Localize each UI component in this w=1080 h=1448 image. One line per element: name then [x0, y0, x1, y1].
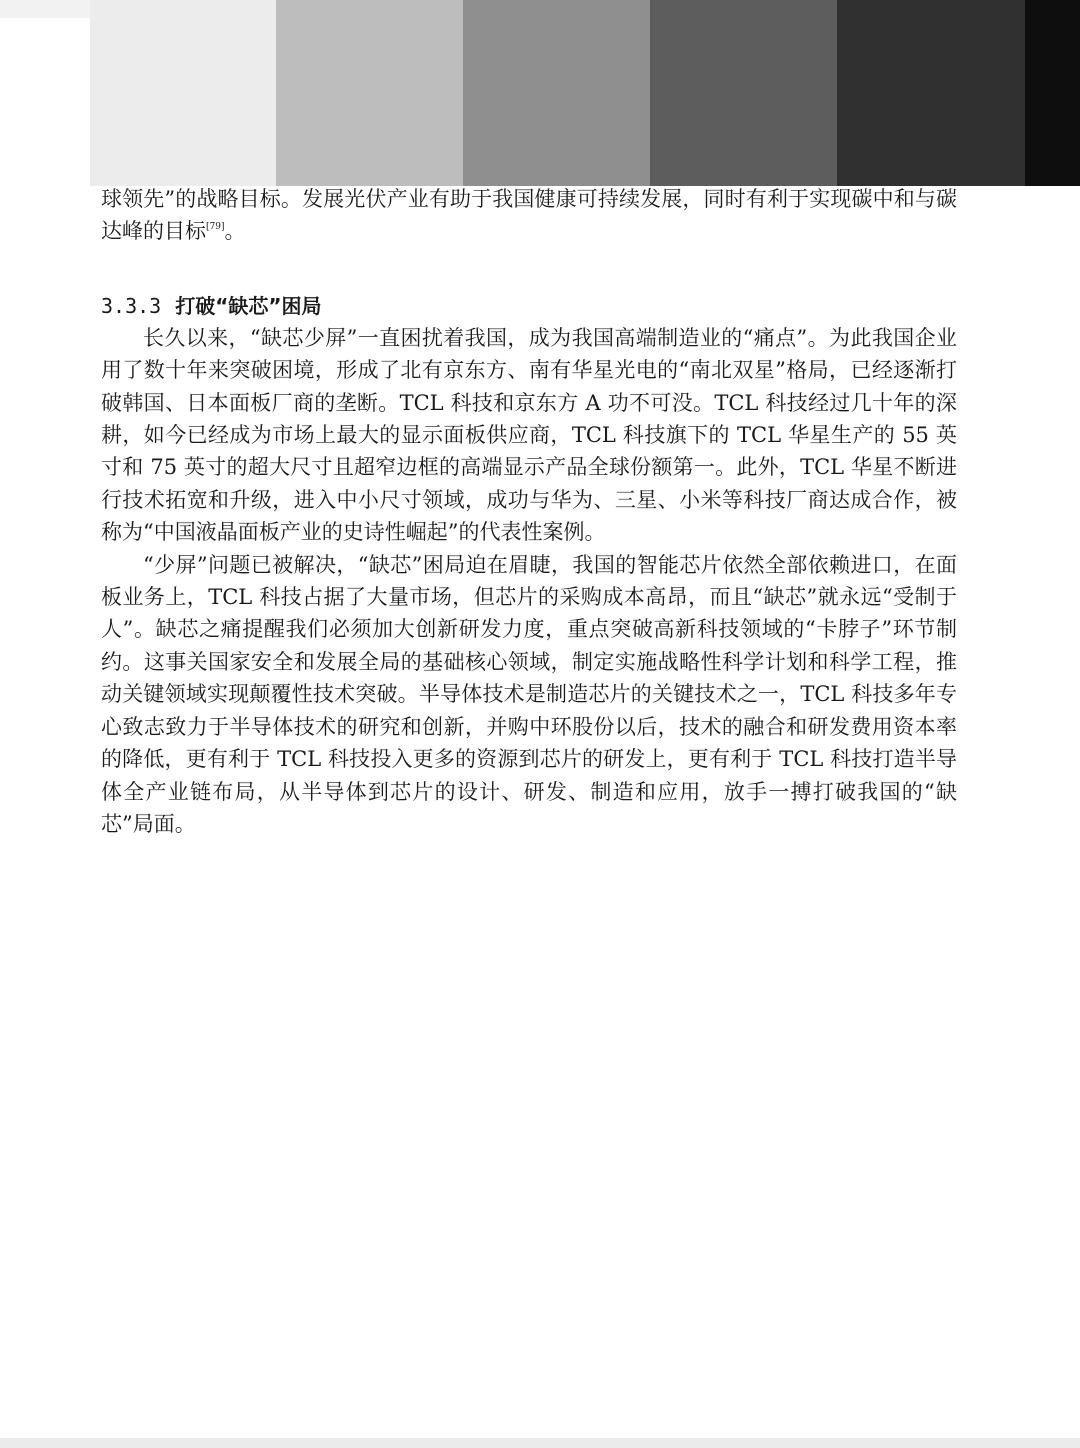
intro-paragraph-end: 。	[224, 219, 246, 244]
gray-swatch-4	[650, 0, 837, 186]
body-paragraph-1: 长久以来，“缺芯少屏”一直困扰着我国，成为我国高端制造业的“痛点”。为此我国企业用了数十年来突破困境，形成了北有京东方、南有华星光电的“南北双星”格局，已经逐渐打破韩国、日本面板厂商的垄断。TCL 科技和京东方 A 功不可没。TCL 科技经过几十年的深耕，如今已经成为市场上最大的显示面板供应商，TCL 科技旗下的 TCL 华星生产的 55 英寸和 75 英寸的超大尺寸且超窄边框的高端显示产品全球份额第一。此外，TCL 华星不断进行技术拓宽和升级，进入中小尺寸领域，成功与华为、三星、小米等科技厂商达成合作，被称为“中国液晶面板产业的史诗性崛起”的代表性案例。	[101, 325, 957, 545]
page-bottom-edge	[0, 1438, 1080, 1448]
section-number: 3.3.3	[101, 293, 162, 318]
gray-swatch-1	[90, 0, 276, 186]
gray-swatch-3	[463, 0, 650, 186]
section-heading	[101, 290, 957, 322]
citation-reference: [79]	[206, 222, 225, 233]
section-title: 打破“缺芯”困局	[175, 293, 322, 318]
intro-paragraph	[101, 183, 957, 248]
gray-swatch-5	[837, 0, 1025, 186]
gray-swatch-2	[276, 0, 463, 186]
intro-paragraph-text: 球领先”的战略目标。发展光伏产业有助于我国健康可持续发展，同时有利于实现碳中和与碳达峰的目标	[101, 187, 957, 244]
gray-swatch-6	[1025, 0, 1080, 186]
grayscale-calibration-bar	[0, 0, 1080, 186]
body-paragraph-2: “少屏”问题已被解决，“缺芯”困局迫在眉睫，我国的智能芯片依然全部依赖进口，在面板业务上，TCL 科技占据了大量市场，但芯片的采购成本高昂，而且“缺芯”就永远“受制于人”。缺芯之痛提醒我们必须加大创新研发力度，重点突破高新科技领域的“卡脖子”环节制约。这事关国家安全和发展全局的基础核心领域，制定实施战略性科学计划和科学工程，推动关键领域实现颠覆性技术突破。半导体技术是制造芯片的关键技术之一，TCL 科技多年专心致志致力于半导体技术的研究和创新，并购中环股份以后，技术的融合和研发费用资本率的降低，更有利于 TCL 科技投入更多的资源到芯片的研发上，更有利于 TCL 科技打造半导体全产业链布局，从半导体到芯片的设计、研发、制造和应用，放手一搏打破我国的“缺芯”局面。	[101, 552, 957, 836]
document-body	[101, 183, 957, 840]
gray-bar-margin	[0, 0, 90, 186]
